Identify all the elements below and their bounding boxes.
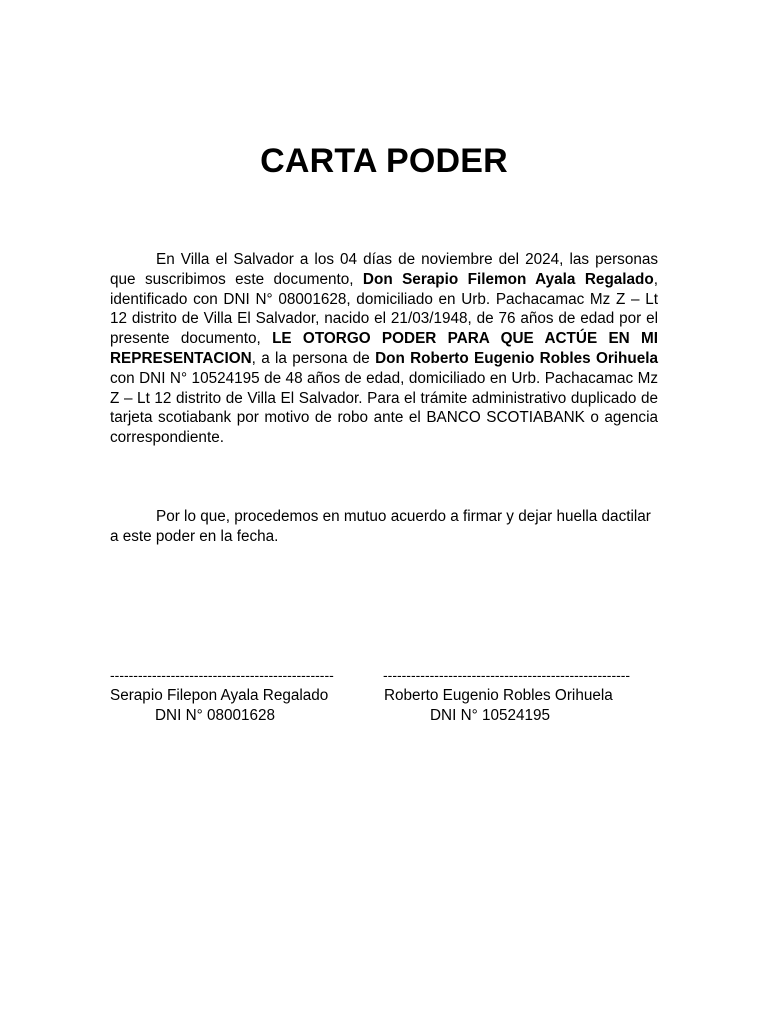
signatory-dni-left: DNI N° 08001628 bbox=[155, 707, 276, 724]
paragraph-1-text-1: En Villa el Salvador a los 04 días de noviembre del 2024, las personas que suscribimos este documento, bbox=[110, 251, 658, 288]
signature-line-left: ------------------------------------------------ bbox=[110, 667, 334, 683]
grantee-name: Don Roberto Eugenio Robles Orihuela bbox=[375, 349, 658, 367]
signatory-name-left: Serapio Filepon Ayala Regalado bbox=[110, 687, 329, 704]
signature-line-right: ----------------------------------------------------- bbox=[383, 667, 631, 683]
body-paragraph-1 bbox=[110, 250, 658, 448]
signatory-dni-right: DNI N° 10524195 bbox=[430, 707, 551, 724]
paragraph-1-text-4: con DNI N° 10524195 de 48 años de edad, domiciliado en Urb. Pachacamac Mz Z – Lt 12 distrito de Villa El Salvador. Para el trámite administrativo duplicado de tarjeta scotiabank por motivo de robo ante el BANCO SCOTIABANK o agencia correspondiente. bbox=[110, 369, 658, 447]
body-paragraph-2: Por lo que, procedemos en mutuo acuerdo a firmar y dejar huella dactilar a este poder en la fecha. bbox=[110, 508, 651, 545]
page-title: CARTA PODER bbox=[260, 142, 508, 180]
paragraph-1-text-3: , a la persona de bbox=[251, 349, 376, 367]
signatory-name-right: Roberto Eugenio Robles Orihuela bbox=[384, 687, 613, 704]
power-grant-statement: LE OTORGO PODER PARA QUE ACTÚE EN MI REPRESENTACION bbox=[110, 330, 658, 367]
paragraph-1-text-2: , identificado con DNI N° 08001628, domiciliado en Urb. Pachacamac Mz Z – Lt 12 distrito de Villa El Salvador, nacido el 21/03/1948, de 76 años de edad por el presente documento, bbox=[110, 270, 658, 348]
grantor-name: Don Serapio Filemon Ayala Regalado bbox=[362, 270, 654, 288]
